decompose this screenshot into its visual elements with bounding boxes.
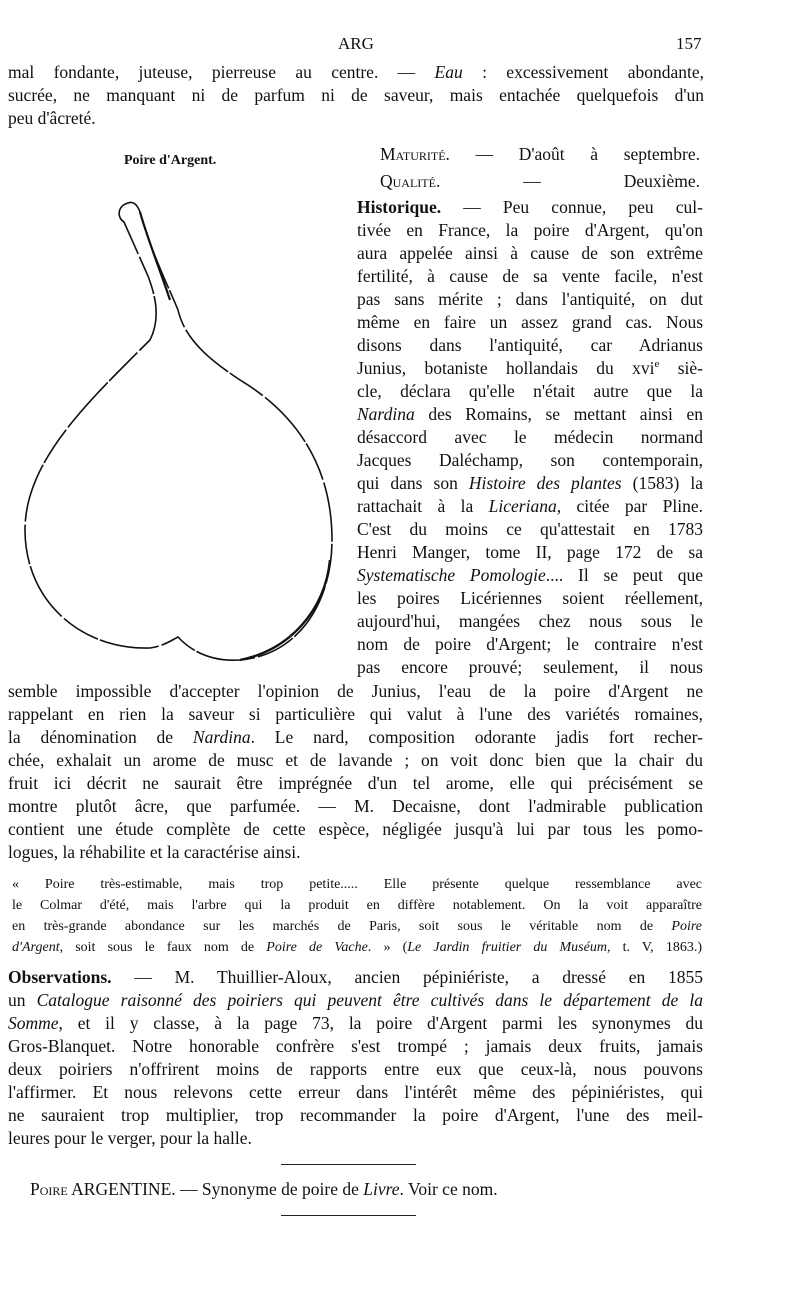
text-segment: tivée en France, la poire d'Argent, qu'on [357, 220, 703, 240]
text-segment: Observations. [8, 967, 112, 987]
text-line [357, 633, 703, 656]
text-line [357, 242, 703, 265]
text-segment: — M. Thuillier-Aloux, ancien pépiniériste, a dressé en 1855 [111, 967, 703, 987]
text-segment: . » ( [367, 940, 408, 955]
text-segment: qui dans son [357, 473, 469, 493]
text-segment: — Deuxième. [440, 171, 700, 191]
text-line [380, 143, 700, 166]
text-segment: , et il y classe, à la page 73, la poire d'Argent parmi les synonymes du [58, 1013, 703, 1033]
text-segment: peu d'âcreté. [8, 108, 96, 128]
text-segment: fruit ici décrit ne saurait être imprégnée d'un tel arome, elle qui précisément se [8, 773, 703, 793]
text-segment: d'Argent [12, 940, 60, 955]
text-line [8, 1035, 703, 1058]
text-segment: contient une étude complète de cette espèce, négligée jusqu'à lui par tous les pomo- [8, 819, 703, 839]
text-segment: siè- [659, 358, 703, 378]
text-line [357, 610, 703, 633]
text-segment: , t. V, 1863.) [606, 940, 702, 955]
text-line [357, 334, 703, 357]
text-line [357, 311, 703, 334]
text-line [8, 1081, 703, 1104]
text-segment: l'affirmer. Et nous relevons cette erreur dans l'intérêt même des pépiniéristes, qui [8, 1082, 703, 1102]
pear-stem-shading [140, 212, 170, 300]
text-segment: un [8, 990, 37, 1010]
text-segment: rappelant en rien la saveur si particulière qui valut à l'une des variétés romaines, [8, 704, 703, 724]
historique-paragraph [357, 196, 703, 679]
text-segment: disons dans l'antiquité, car Adrianus [357, 335, 703, 355]
text-segment: pas sans mérite ; dans l'antiquité, on dut [357, 289, 703, 309]
text-line [8, 726, 703, 749]
text-line [357, 656, 703, 679]
text-segment: Gros-Blanquet. Notre honorable confrère s'est trompé ; jamais deux fruits, jamais [8, 1036, 703, 1056]
text-segment: des Romains, se mettant ainsi en [414, 404, 703, 424]
argentine-entry [30, 1178, 630, 1201]
page-number: 157 [676, 34, 702, 53]
text-segment: , soit sous le faux nom de [59, 940, 267, 955]
text-segment: le Colmar d'été, mais l'arbre qui la produit en diffère notablement. On la voit apparaître [12, 898, 702, 913]
text-segment: Eau [434, 62, 463, 82]
text-segment: Poire [671, 919, 702, 934]
text-segment: « Poire très-estimable, mais trop petite..... Elle présente quelque ressemblance avec [12, 877, 702, 892]
text-segment: même en faire un assez grand cas. Nous [357, 312, 703, 332]
text-segment: cle, déclara qu'elle n'était autre que la [357, 381, 703, 401]
text-segment: .... Il se peut que [545, 565, 704, 585]
text-segment: nom de poire d'Argent; le contraire n'est [357, 634, 703, 654]
text-segment: semble impossible d'accepter l'opinion de Junius, l'eau de la poire d'Argent ne [8, 681, 703, 701]
text-segment: Nardina [192, 727, 251, 747]
text-line [8, 966, 703, 989]
text-segment: C'est du moins ce qu'attestait en 1783 [357, 519, 703, 539]
text-line [8, 1012, 703, 1035]
text-segment: Jacques Daléchamp, son contemporain, [357, 450, 703, 470]
text-segment: mal fondante, juteuse, pierreuse au centre. — [8, 62, 435, 82]
text-segment: Junius, botaniste hollandais du xvi [357, 358, 655, 378]
text-line [357, 357, 703, 380]
text-segment: la dénomination de [8, 727, 193, 747]
text-segment: en très-grande abondance sur les marchés de Paris, soit sous le véritable nom de [12, 919, 672, 934]
text-segment: Catalogue raisonné des poiriers qui peuvent être cultivés dans le département de la [36, 990, 703, 1010]
text-line [357, 518, 703, 541]
figure-caption: Poire d'Argent. [124, 153, 217, 168]
text-line [8, 1104, 703, 1127]
text-line [357, 426, 703, 449]
text-segment: : excessivement abondante, [462, 62, 704, 82]
text-segment: Nardina [357, 404, 415, 424]
text-segment: . Le nard, composition odorante jadis fort recher- [250, 727, 703, 747]
text-line [30, 1178, 630, 1201]
text-line [357, 196, 703, 219]
text-line [357, 265, 703, 288]
text-line [8, 772, 703, 795]
text-segment: pas encore prouvé; seulement, il nous [357, 657, 703, 677]
text-segment: ne sauraient trop multiplier, trop recommander la poire d'Argent, l'une des meil- [8, 1105, 703, 1125]
text-line [12, 937, 702, 958]
text-segment: montre plutôt âcre, que parfumée. — M. Decaisne, dont l'admirable publication [8, 796, 703, 816]
section-divider [281, 1215, 416, 1216]
text-segment: Le Jardin fruitier du Muséum [407, 940, 607, 955]
text-segment: Historique. [357, 197, 442, 217]
pear-outline [25, 202, 332, 660]
text-segment: leures pour le verger, pour la halle. [8, 1128, 252, 1148]
qualite-line [380, 170, 700, 193]
text-segment: — Peu connue, peu cul- [441, 197, 703, 217]
observations-paragraph [8, 966, 703, 1150]
text-line [8, 1127, 703, 1150]
historique-continuation [8, 680, 703, 864]
text-segment: les poires Licériennes soient réellement, [357, 588, 703, 608]
text-line [8, 841, 703, 864]
text-segment: Poire de Vache [266, 940, 368, 955]
text-segment: fertilité, à cause de sa vente facile, n'est [357, 266, 703, 286]
text-segment: aujourd'hui, mangées chez nous sous le [357, 611, 703, 631]
text-line [8, 680, 703, 703]
text-segment: sucrée, ne manquant ni de parfum ni de saveur, mais entachée quelquefois d'un [8, 85, 704, 105]
text-segment: (1583) la [621, 473, 703, 493]
pear-illustration [0, 0, 400, 700]
text-segment: Histoire des plantes [468, 473, 622, 493]
text-segment: — D'août à septembre. [449, 144, 700, 164]
running-title: ARG [338, 34, 374, 53]
text-line [357, 495, 703, 518]
text-segment: Maturité. [380, 144, 450, 164]
text-segment: Somme [8, 1013, 59, 1033]
text-line [12, 874, 702, 895]
text-line [357, 403, 703, 426]
text-line [8, 989, 703, 1012]
text-line [12, 916, 702, 937]
text-line [8, 818, 703, 841]
text-segment: deux poiriers n'offrirent moins de rapports entre eux que ceux-là, nous pouvons [8, 1059, 703, 1079]
text-segment: . Voir ce nom. [399, 1179, 498, 1199]
text-segment: rattachait à la [357, 496, 489, 516]
text-line [357, 380, 703, 403]
section-divider [281, 1164, 416, 1165]
text-segment: désaccord avec le médecin normand [357, 427, 703, 447]
text-line [357, 472, 703, 495]
text-segment: Qualité. [380, 171, 441, 191]
text-segment: chée, exhalait un arome de musc et de lavande ; on voit donc bien que la chair du [8, 750, 703, 770]
text-line [8, 749, 703, 772]
decaisne-quote [12, 874, 702, 958]
text-segment: e [654, 358, 660, 371]
text-segment: logues, la réhabilite et la caractérise ainsi. [8, 842, 301, 862]
text-line [380, 170, 700, 193]
text-segment: Poire [30, 1179, 68, 1199]
text-line [357, 541, 703, 564]
maturite-line [380, 143, 700, 166]
text-segment: Liceriana [488, 496, 557, 516]
text-segment: Livre [363, 1179, 400, 1199]
text-segment: Henri Manger, tome II, page 172 de sa [357, 542, 703, 562]
text-line [357, 564, 703, 587]
text-line [8, 795, 703, 818]
text-line [357, 288, 703, 311]
text-segment: aura appelée ainsi à cause de son extrême [357, 243, 703, 263]
text-line [357, 449, 703, 472]
text-line [357, 219, 703, 242]
text-segment: ARGENTINE. — Synonyme de poire de [67, 1179, 364, 1199]
text-segment: , citée par Pline. [556, 496, 703, 516]
text-line [357, 587, 703, 610]
text-segment: Systematische Pomologie [357, 565, 546, 585]
text-line [8, 703, 703, 726]
text-line [12, 895, 702, 916]
text-line [8, 1058, 703, 1081]
